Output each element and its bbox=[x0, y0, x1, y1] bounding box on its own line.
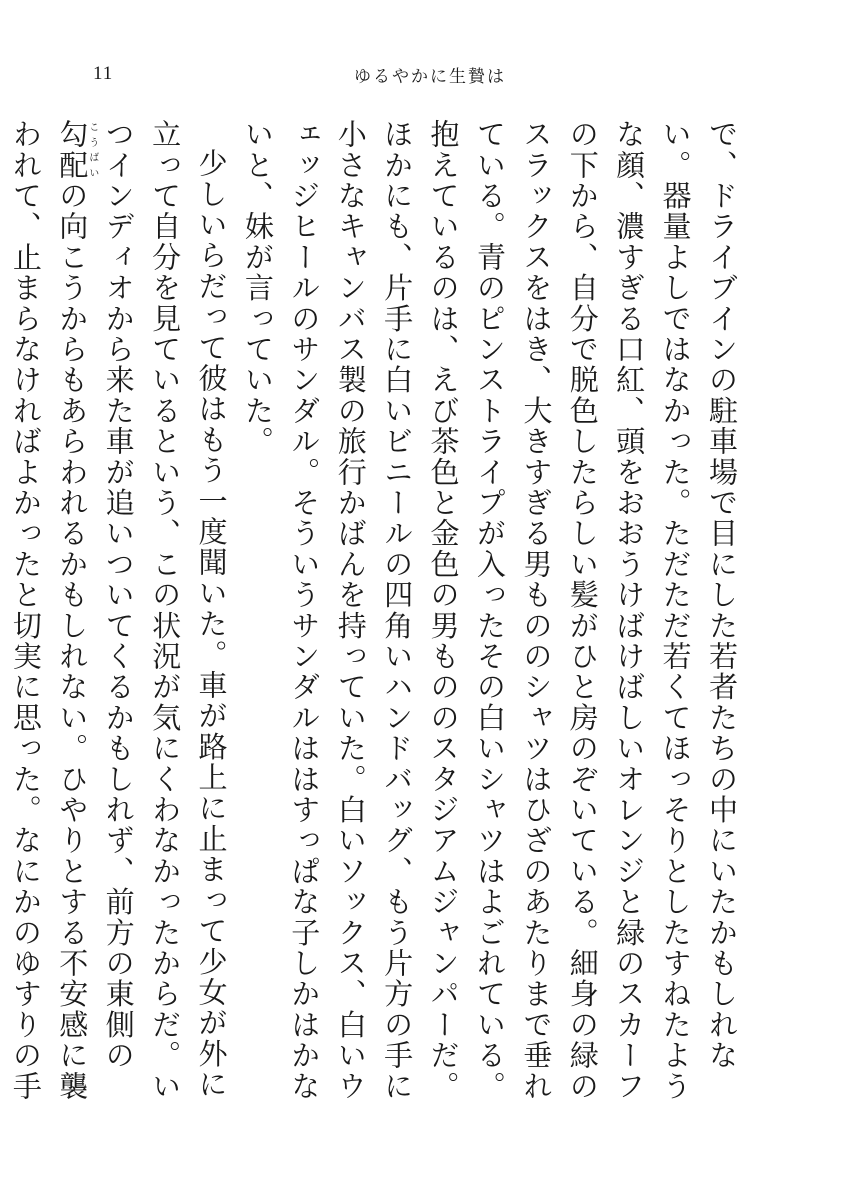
paragraph-2 bbox=[0, 119, 235, 1114]
ruby-kobai bbox=[55, 119, 98, 181]
ruby-base: 勾配 bbox=[55, 119, 90, 181]
paragraph-1: で、ドライブインの駐車場で目にした若者たちの中にいたかもしれない。器量よしではなかった。ただただ若くてほっそりとしたすねたような顔、濃すぎる口紅、頭をおおうけばけばしいオレンジと緑のスカーフの下から、自分で脱色したらしい髪がひと房のぞいている。細身の緑のスラックスをはき、大きすぎる男もののシャツはひざのあたりまで垂れている。青のピンストライプが入ったその白いシャツはよごれている。抱えているのは、えび茶色と金色の男もののスタジアムジャンパーだ。ほかにも、片手に白いビニールの四角いハンドバッグ、もう片方の手に小さなキャンバス製の旅行かばんを持っていた。白いソックス、白いウェッジヒールのサンダル。そういうサンダルははすっぱな子しかはかないと、妹が言っていた。 bbox=[240, 119, 739, 1102]
paragraph-2-text-a: 少しいらだって彼はもう一度聞いた。車が路上に止まって少女が外に立って自分を見ているという、この状況が気にくわなかったからだ。いつインディオから来た車が追いついてくるかもしれず、前方の東側の bbox=[101, 119, 229, 1102]
running-head-title: ゆるやかに生贄は bbox=[354, 67, 506, 87]
vertical-body-text bbox=[8, 119, 745, 1114]
paragraph-2-text-b: の向こうからもあらわれるかもしれない。ひやりとする不安感に襲われて、止まらなければよかったと切実に思った。なにかのゆすりの手 bbox=[8, 119, 90, 1102]
page-number: 11 bbox=[93, 63, 114, 84]
ruby-reading: こうばい bbox=[86, 119, 98, 181]
